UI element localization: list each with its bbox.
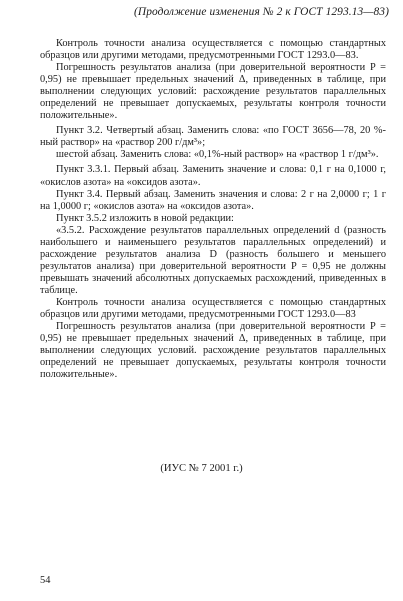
paragraph: Пункт 3.3.1. Первый абзац. Заменить значение и слова: 0,1 г на 0,1000 г, «окислов азота» на «оксидов азота». bbox=[40, 164, 386, 188]
paragraph: Контроль точности анализа осуществляется с помощью стандартных образцов или другими методами, предусмотренными ГОСТ 1293.0—83. bbox=[40, 38, 386, 62]
paragraph: Пункт 3.2. Четвертый абзац. Заменить слова: «по ГОСТ 3656—78, 20 %-ный раствор» на «раствор 200 г/дм³»; bbox=[40, 125, 386, 149]
source-reference: (ИУС № 7 2001 г.) bbox=[160, 463, 243, 474]
paragraph: Погрешность результатов анализа (при доверительной вероятности P = 0,95) не превышает предельных значений Δ, приведенных в таблице, при выполнении следующих условий: расхождение результатов параллельных определений не превышает допускаемых, результаты контроля точности положительные». bbox=[40, 62, 386, 122]
paragraph: Контроль точности анализа осуществляется с помощью стандартных образцов или другими методами, предусмотренными ГОСТ 1293.0—83 bbox=[40, 296, 386, 321]
paragraph: Погрешность результатов анализа (при доверительной вероятности P = 0,95) не превышает предельных значений Δ, приведенных в таблице, при выполнении следующих условий. расхождение результатов параллельных определений не превышает допускаемых, результаты контроля точности положительные». bbox=[40, 321, 386, 381]
paragraph: Пункт 3.5.2 изложить в новой редакции: bbox=[56, 212, 234, 224]
paragraph: «3.5.2. Расхождение результатов параллельных определений d (разность наибольшего и наименьшего результатов параллельных определений) и расхождение результатов анализа D (разность большего и меньшего результатов анализа) при доверительной вероятности P = 0,95 не должны превышать значений абсолютных допускаемых расхождений, приведенных в таблице. bbox=[40, 224, 386, 296]
continuation-header: (Продолжение изменения № 2 к ГОСТ 1293.13—83) bbox=[134, 6, 389, 18]
paragraph: шестой абзац. Заменить слова: «0,1%-ный раствор» на «раствор 1 г/дм³». bbox=[56, 149, 379, 161]
document-body bbox=[40, 38, 386, 381]
page-number: 54 bbox=[40, 575, 51, 586]
paragraph: Пункт 3.4. Первый абзац. Заменить значения и слова: 2 г на 2,0000 г; 1 г на 1,0000 г; «окислов азота» на «оксидов азота». bbox=[40, 188, 386, 212]
